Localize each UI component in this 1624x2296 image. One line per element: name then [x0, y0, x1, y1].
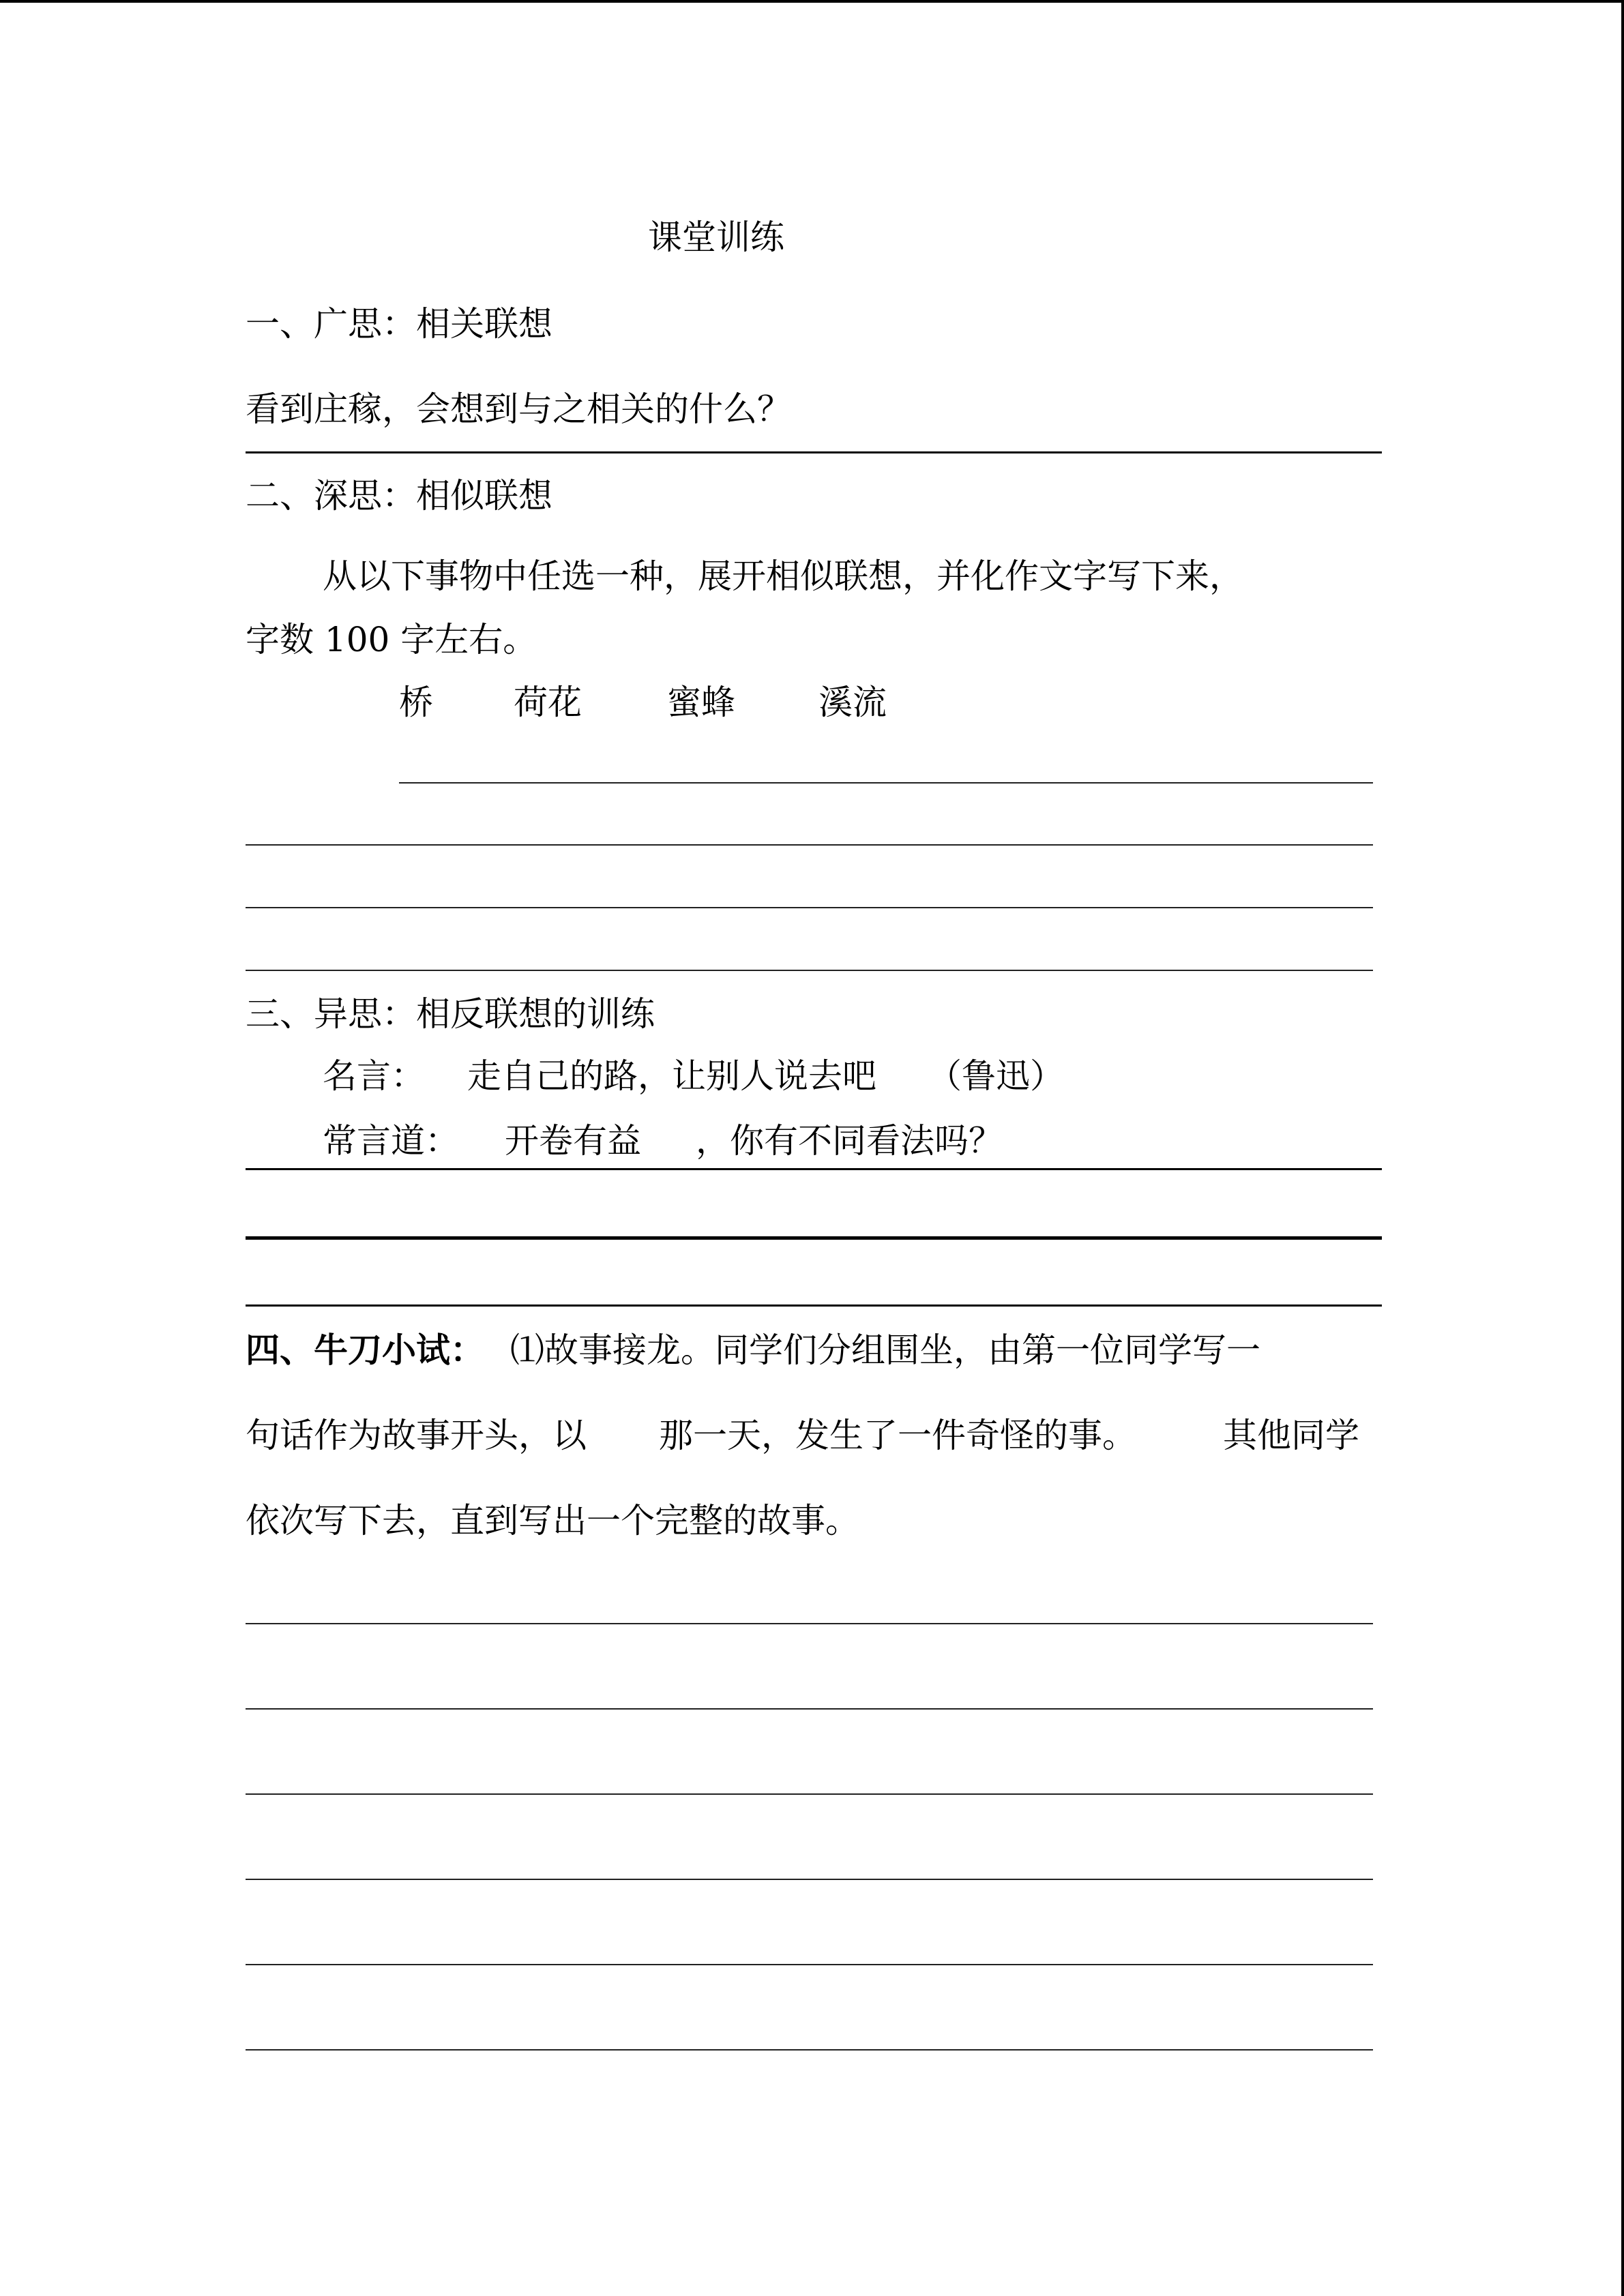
section1-question: 看到庄稼，会想到与之相关的什么？: [246, 389, 791, 429]
section3-heading: 三、异思：相反联想的训练: [246, 994, 655, 1034]
section1-answer-line: [246, 451, 1382, 453]
section1-heading: 一、广思：相关联想: [246, 304, 552, 344]
saying-text: 开卷有益: [505, 1121, 641, 1161]
option-bridge: 桥: [399, 683, 433, 722]
option-bee: 蜜蜂: [667, 683, 735, 722]
section2-writing-line: [246, 970, 1373, 971]
option-lotus: 荷花: [514, 683, 582, 722]
section4-writing-line: [246, 1879, 1373, 1880]
section4-line2-c: 其他同学: [1223, 1416, 1359, 1455]
section2-instruction-line2: 字数 100 字左右。: [246, 620, 537, 659]
section2-heading: 二、深思：相似联想: [246, 476, 552, 516]
quote-text: 走自己的路，让别人说去吧: [467, 1056, 876, 1096]
option-stream: 溪流: [818, 683, 887, 722]
section2-writing-line: [246, 907, 1373, 908]
section4-writing-line: [246, 2049, 1373, 2051]
section4-writing-line: [246, 1964, 1373, 1965]
saying-label: 常言道：: [323, 1121, 459, 1161]
section4-line1: ⑴故事接龙。同学们分组围坐，由第一位同学写一: [510, 1330, 1260, 1370]
saying-question: ，你有不同看法吗？: [696, 1121, 1003, 1161]
section3-answer-line: [246, 1236, 1382, 1240]
section4-line2-a: 句话作为故事开头，以: [246, 1416, 587, 1455]
quote-label: 名言：: [323, 1056, 425, 1096]
section4-writing-line: [246, 1793, 1373, 1795]
section2-writing-line: [399, 782, 1373, 784]
section3-answer-line: [246, 1168, 1382, 1170]
section2-writing-line: [246, 844, 1373, 846]
page-title: 课堂训练: [648, 218, 784, 257]
section4-heading: 四、牛刀小试：: [246, 1330, 484, 1370]
section3-answer-line: [246, 1304, 1382, 1307]
quote-author: （鲁迅）: [928, 1056, 1064, 1096]
section2-instruction-line1: 从以下事物中任选一种，展开相似联想，并化作文字写下来，: [323, 556, 1243, 596]
section4-writing-line: [246, 1623, 1373, 1624]
section4-line2-b: 那一天，发生了一件奇怪的事。: [659, 1416, 1136, 1455]
section4-writing-line: [246, 1708, 1373, 1710]
section4-line3: 依次写下去，直到写出一个完整的故事。: [246, 1501, 859, 1540]
